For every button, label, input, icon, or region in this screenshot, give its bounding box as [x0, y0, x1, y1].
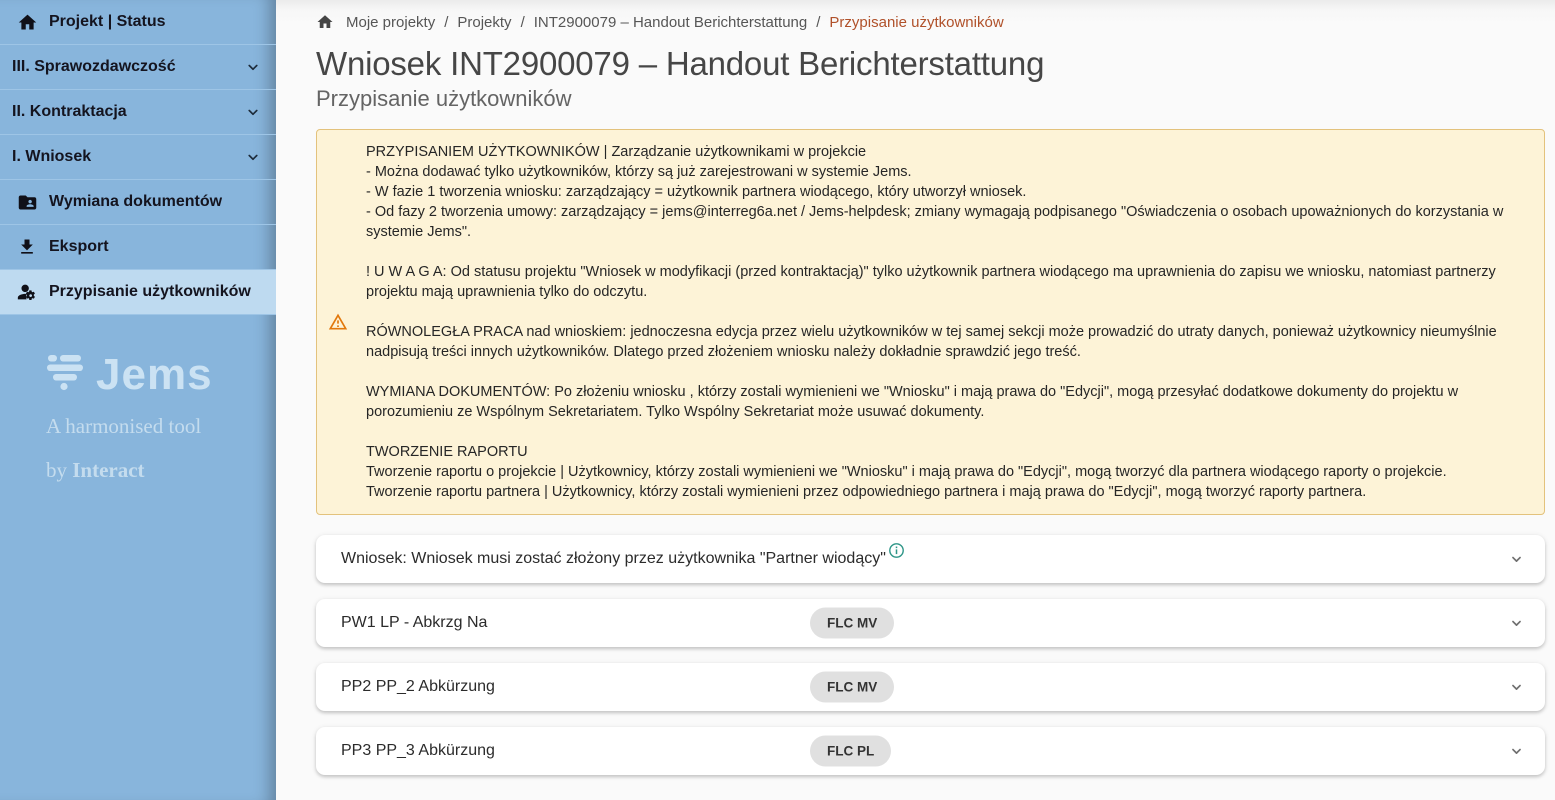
jems-logo: [0, 350, 276, 485]
chevron-down-icon[interactable]: [1508, 743, 1525, 760]
sidebar-item-wymiana-dokumentow[interactable]: [0, 180, 276, 225]
sidebar-item-label: Przypisanie użytkowników: [49, 283, 251, 300]
chevron-down-icon[interactable]: [1508, 679, 1525, 696]
logo-tagline-interact: Interact: [72, 458, 145, 482]
breadcrumb-home-icon[interactable]: [316, 13, 334, 31]
chevron-down-icon: [244, 103, 262, 121]
sidebar-item-label: Wymiana dokumentów: [49, 193, 223, 210]
info-box-line: WYMIANA DOKUMENTÓW: Po złożeniu wniosku , którzy zostali wymienieni we "Wniosku" i mają prawa do "Edycji", mogą przesyłać dodatkowe dokumenty do projektu w porozumieniu ze Wspólnym Sekretariatem. Tylko Wspólny Sekretariat może usuwać dokumenty.: [366, 384, 1459, 420]
breadcrumb-item-current[interactable]: Przypisanie użytkowników: [829, 13, 1004, 31]
flc-badge: FLC PL: [810, 736, 891, 767]
info-box-line: [366, 302, 1526, 322]
panel-wniosek[interactable]: [316, 535, 1545, 583]
breadcrumb: [276, 0, 1555, 39]
logo-tagline-line2: [46, 455, 276, 485]
panel-pp2[interactable]: [316, 663, 1545, 711]
sidebar: [0, 0, 276, 800]
page-subtitle: Przypisanie użytkowników: [316, 86, 572, 111]
main-content: [276, 0, 1555, 800]
sidebar-item-label: Eksport: [49, 238, 109, 255]
breadcrumb-item-moje-projekty[interactable]: Moje projekty: [346, 13, 436, 31]
info-box-line: [366, 242, 1526, 262]
breadcrumb-separator: /: [520, 13, 525, 31]
logo-tagline-by: by: [46, 458, 73, 482]
info-box-text: [366, 142, 1526, 502]
sidebar-item-label: Projekt | Status: [49, 13, 166, 30]
info-box-line: Tworzenie raportu o projekcie | Użytkownicy, którzy zostali wymienieni we "Wniosku" i mają prawa do "Edycji", mogą tworzyć dla partnera wiodącego raporty o projekcie.: [366, 464, 1447, 480]
sidebar-item-kontraktacja[interactable]: [0, 90, 276, 135]
info-box-line: TWORZENIE RAPORTU: [366, 444, 528, 460]
panel-pp3[interactable]: [316, 727, 1545, 775]
chevron-down-icon[interactable]: [1508, 615, 1525, 632]
info-box-line: ! U W A G A: Od statusu projektu "Wniosek w modyfikacji (przed kontraktacją)" tylko użytkownik partnera wiodącego ma uprawnienia do zapisu we wniosku, natomiast partnerzy projektu mają uprawnienia tylko do odczytu.: [366, 264, 1496, 300]
info-box-line: [366, 362, 1526, 382]
user-gear-icon: [16, 281, 38, 303]
folder-shared-icon: [16, 191, 38, 213]
sidebar-item-wniosek[interactable]: [0, 135, 276, 180]
info-icon[interactable]: [888, 542, 905, 559]
home-icon: [16, 11, 38, 33]
sidebar-item-label: I. Wniosek: [12, 148, 92, 165]
user-assignment-panels: [316, 535, 1545, 775]
sidebar-nav: [0, 0, 276, 315]
warning-triangle-icon: [328, 312, 348, 332]
info-box-line: [366, 422, 1526, 442]
panel-title: PP2 PP_2 Abkürzung: [341, 678, 495, 695]
panel-title: PP3 PP_3 Abkürzung: [341, 742, 495, 759]
download-icon: [16, 236, 38, 258]
info-box-line: PRZYPISANIEM UŻYTKOWNIKÓW | Zarządzanie użytkownikami w projekcie: [366, 144, 867, 160]
sidebar-item-sprawozdawczosc[interactable]: [0, 45, 276, 90]
breadcrumb-separator: /: [816, 13, 821, 31]
info-box-line: - Od fazy 2 tworzenia umowy: zarządzający = jems@interreg6a.net / Jems-helpdesk; zmiany wymagają podpisanego "Oświadczenia o osobach upoważnionych do korzystania w systemie Jems".: [366, 204, 1504, 240]
sidebar-item-projekt-status[interactable]: [0, 0, 276, 45]
chevron-down-icon: [244, 58, 262, 76]
flc-badge: FLC MV: [810, 672, 894, 703]
chevron-down-icon: [244, 148, 262, 166]
info-box-line: - W fazie 1 tworzenia wniosku: zarządzający = użytkownik partnera wiodącego, który utworzył wniosek.: [366, 184, 1027, 200]
breadcrumb-separator: /: [444, 13, 449, 31]
breadcrumb-item-projekty[interactable]: Projekty: [457, 13, 512, 31]
panel-title: Wniosek: Wniosek musi zostać złożony przez użytkownika "Partner wiodący": [341, 550, 886, 567]
info-box-line: Tworzenie raportu partnera | Użytkownicy, którzy zostali wymienieni przez odpowiedniego partnera i mają prawa do "Edycji", mogą tworzyć raporty partnera.: [366, 484, 1367, 500]
jems-logo-text: Jems: [96, 350, 213, 399]
logo-tagline-line1: A harmonised tool: [46, 414, 202, 438]
jems-logo-icon: [46, 355, 84, 396]
panel-pw1-lp[interactable]: [316, 599, 1545, 647]
panel-title: PW1 LP - Abkrzg Na: [341, 614, 488, 631]
info-box: [316, 129, 1545, 515]
page-title: Wniosek INT2900079 – Handout Berichterstattung: [316, 45, 1045, 82]
sidebar-item-przypisanie-uzytkownikow[interactable]: [0, 270, 276, 315]
flc-badge: FLC MV: [810, 608, 894, 639]
sidebar-item-label: III. Sprawozdawczość: [12, 58, 176, 75]
info-box-line: - Można dodawać tylko użytkowników, którzy są już zarejestrowani w systemie Jems.: [366, 164, 912, 180]
breadcrumb-item-project-id[interactable]: INT2900079 – Handout Berichterstattung: [533, 13, 808, 31]
info-box-line: RÓWNOLEGŁA PRACA nad wnioskiem: jednoczesna edycja przez wielu użytkowników w tej samej sekcji może prowadzić do utraty danych, ponieważ użytkownicy nieumyślnie nadpisują treści innych użytkowników. Dlatego przed złożeniem wniosku należy dokładnie sprawdzić jego treść.: [366, 324, 1497, 360]
sidebar-item-label: II. Kontraktacja: [12, 103, 127, 120]
chevron-down-icon[interactable]: [1508, 551, 1525, 568]
sidebar-item-eksport[interactable]: [0, 225, 276, 270]
